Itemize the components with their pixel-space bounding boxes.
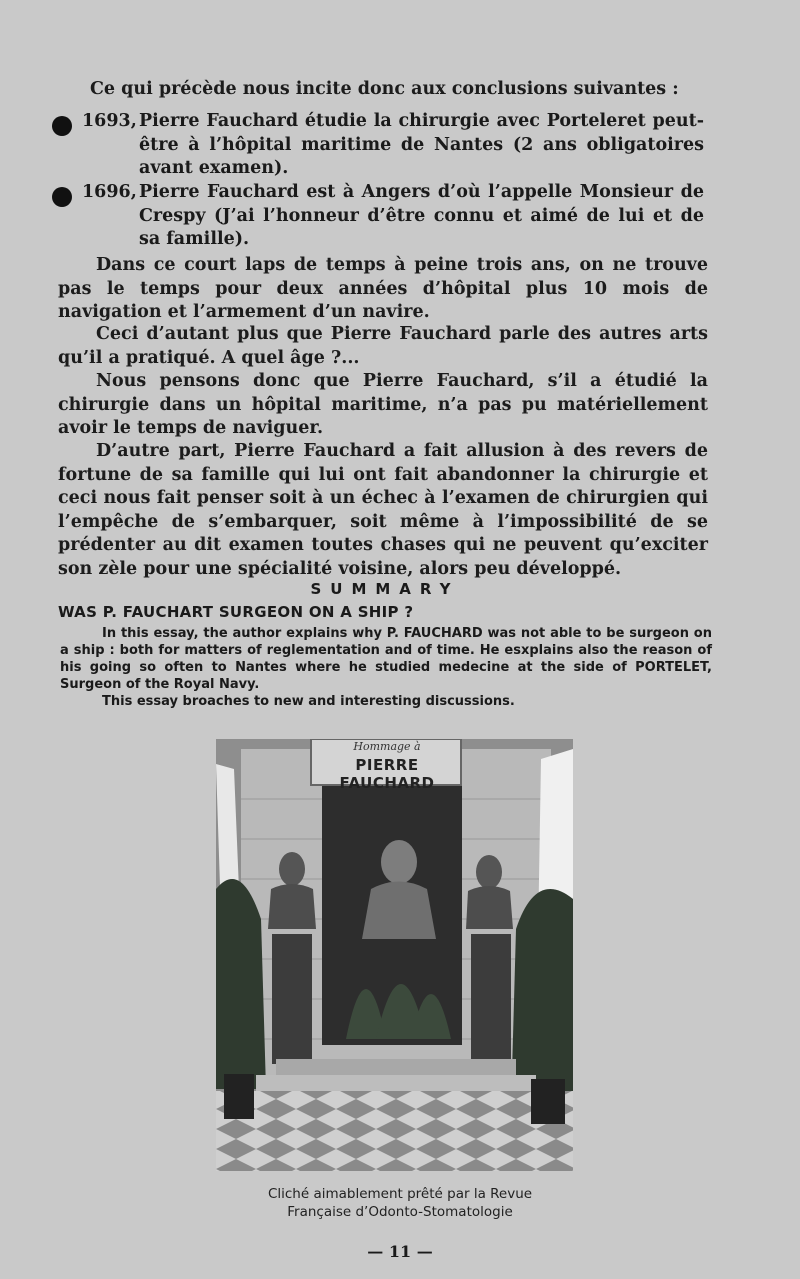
summary-title: SUMMARY bbox=[310, 580, 460, 598]
caption-line-2: Française d’Odonto-Stomatologie bbox=[287, 1204, 513, 1220]
bullet-text: Pierre Fauchard est à Angers d’où l’appelle Monsieur de Crespy (J’ai l’honneur d’être connu et aimé de lui et de sa famille). bbox=[139, 182, 704, 249]
paragraph-4: D’autre part, Pierre Fauchard a fait allusion à des revers de fortune de sa famille qui lui ont fait abandonner la chirurgie et ceci nous fait penser soit à un échec à l’examen de chirurgien qui l’empêche de s’embarquer, soit même à l’impossibilité de se prédenter au dit examen toutes chases qui ne peuvent qu’exciter son zèle pour une spécialité voisine, alors peu développé. bbox=[58, 441, 708, 579]
photo-caption bbox=[200, 1185, 600, 1221]
bullet-item-1696 bbox=[52, 181, 708, 251]
summary-paragraph-2: This essay broaches to new and interesting discussions. bbox=[102, 694, 515, 709]
caption-line-1: Cliché aimablement prêté par la Revue bbox=[267, 1186, 533, 1202]
summary-body bbox=[60, 625, 712, 710]
memorial-photo bbox=[216, 739, 573, 1171]
memorial-photo-drawing bbox=[216, 739, 573, 1171]
bullet-dot-icon bbox=[52, 116, 72, 136]
bullet-year: 1696, bbox=[82, 182, 137, 202]
bullet-dot-icon bbox=[52, 187, 72, 207]
sign-title: PIERRE FAUCHARD bbox=[339, 756, 435, 792]
paragraph-2: Ceci d’autant plus que Pierre Fauchard parle des autres arts qu’il a pratiqué. A quel âge ?... bbox=[58, 324, 708, 368]
summary-heading: WAS P. FAUCHART SURGEON ON A SHIP ? bbox=[58, 603, 414, 621]
bullet-item-1693 bbox=[52, 110, 708, 180]
sign-subtitle: Hommage à bbox=[353, 740, 421, 753]
paragraph-3: Nous pensons donc que Pierre Fauchard, s’il a étudié la chirurgie dans un hôpital maritime, n’a pas pu matériellement avoir le temps de naviguer. bbox=[58, 371, 708, 438]
bullet-year: 1693, bbox=[82, 111, 137, 131]
summary-paragraph-1: In this essay, the author explains why P. FAUCHARD was not able to be surgeon on a ship : both for matters of reglementation and of time. He esxplains also the reason of his going so often to Nantes where he studied medecine at the side of PORTELET, Surgeon of the Royal Navy. bbox=[60, 626, 712, 692]
page-number: — 11 — bbox=[367, 1242, 433, 1261]
bullet-text: Pierre Fauchard étudie la chirurgie avec Porteleret peut-être à l’hôpital maritime de Nantes (2 ans obligatoires avant examen). bbox=[139, 111, 704, 178]
intro-text: Ce qui précède nous incite donc aux conclusions suivantes : bbox=[90, 79, 679, 99]
paragraph-1: Dans ce court laps de temps à peine trois ans, on ne trouve pas le temps pour deux années d’hôpital plus 10 mois de navigation et l’armement d’un navire. bbox=[58, 255, 708, 322]
